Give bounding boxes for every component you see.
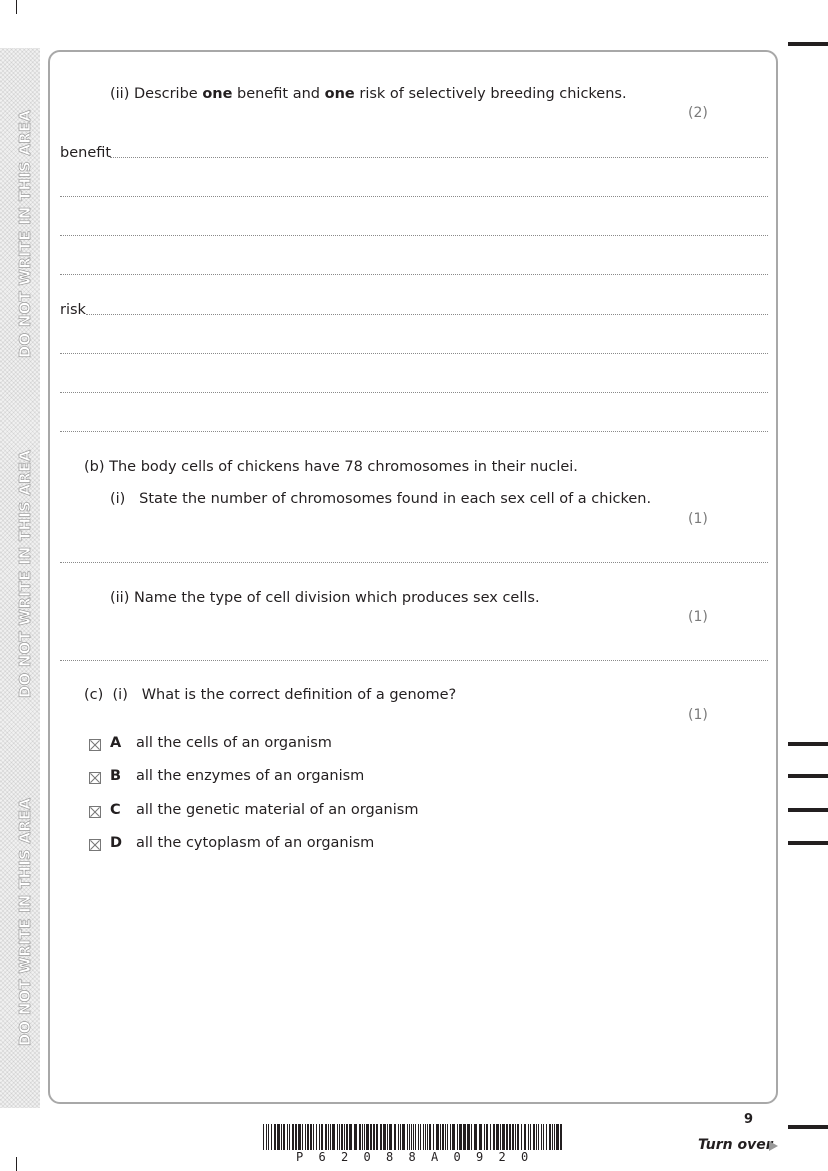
- question-b-stem: (b) The body cells of chickens have 78 chromosomes in their nuclei.: [84, 459, 578, 475]
- question-b-i: (i) State the number of chromosomes found in each sex cell of a chicken.: [110, 491, 652, 507]
- barcode-digit: 2: [341, 1150, 349, 1164]
- barcode-bar: [560, 1124, 562, 1150]
- barcode-bar: [277, 1124, 280, 1150]
- barcode-bar: [413, 1124, 414, 1150]
- barcode-bar: [445, 1124, 446, 1150]
- barcode-bar: [411, 1124, 412, 1150]
- barcode-bar: [506, 1124, 508, 1150]
- barcode-bar: [515, 1124, 516, 1150]
- barcode-bar: [549, 1124, 551, 1150]
- marks-b-ii: (1): [688, 609, 708, 625]
- barcode-bar: [339, 1124, 340, 1150]
- margin-mark: [788, 774, 828, 778]
- option-d-checkbox[interactable]: [89, 839, 101, 851]
- barcode-bar: [341, 1124, 343, 1150]
- barcode-bar: [362, 1124, 363, 1150]
- barcode-bar: [538, 1124, 539, 1150]
- barcode-bar: [266, 1124, 267, 1150]
- barcode-bar: [486, 1124, 488, 1150]
- answer-line-b-i[interactable]: [60, 562, 768, 563]
- barcode-bar: [479, 1124, 482, 1150]
- option-d-letter: D: [110, 835, 123, 851]
- barcode-bar: [471, 1124, 472, 1150]
- barcode-bar: [268, 1124, 269, 1150]
- option-d-text: all the cytoplasm of an organism: [136, 835, 375, 851]
- sidebar-warning-2: DO NOT WRITE IN THIS AREA: [16, 449, 34, 699]
- barcode-bar: [292, 1124, 294, 1150]
- barcode-bar: [328, 1124, 329, 1150]
- barcode-bar: [359, 1124, 361, 1150]
- option-a-text: all the cells of an organism: [136, 735, 332, 751]
- barcode-bar: [307, 1124, 309, 1150]
- crop-mark-bottom: [16, 1157, 17, 1171]
- barcode-bar: [556, 1124, 559, 1150]
- answer-line[interactable]: [60, 392, 768, 393]
- barcode-bar: [447, 1124, 448, 1150]
- barcode-bar: [490, 1124, 491, 1150]
- option-c-checkbox[interactable]: [89, 806, 101, 818]
- answer-line[interactable]: [60, 431, 768, 432]
- barcode-bar: [298, 1124, 301, 1150]
- option-b-text: all the enzymes of an organism: [136, 768, 365, 784]
- barcode-bar: [346, 1124, 348, 1150]
- barcode-bar: [383, 1124, 386, 1150]
- barcode-digit: 0: [363, 1150, 371, 1164]
- barcode-bar: [429, 1124, 431, 1150]
- barcode-bar: [493, 1124, 495, 1150]
- barcode-bar: [364, 1124, 365, 1150]
- marks-b-i: (1): [688, 511, 708, 527]
- barcode-bar: [543, 1124, 544, 1150]
- barcode-bar: [271, 1124, 272, 1150]
- barcode-bar: [533, 1124, 535, 1150]
- barcode-bar: [440, 1124, 441, 1150]
- benefit-label: benefit: [60, 145, 112, 161]
- barcode-bar: [467, 1124, 470, 1150]
- option-c-letter: C: [110, 802, 121, 818]
- barcode-bar: [500, 1124, 501, 1150]
- barcode-digit: 9: [476, 1150, 484, 1164]
- barcode-bar: [344, 1124, 345, 1150]
- barcode-bar: [281, 1124, 282, 1150]
- barcode-bar: [530, 1124, 531, 1150]
- barcode-bar: [407, 1124, 408, 1150]
- option-c-text: all the genetic material of an organism: [136, 802, 419, 818]
- barcode-digit: 6: [318, 1150, 326, 1164]
- barcode-bar: [305, 1124, 306, 1150]
- barcode-bar: [398, 1124, 399, 1150]
- barcode-bar: [418, 1124, 419, 1150]
- barcode: [263, 1124, 565, 1150]
- barcode-bar: [389, 1124, 392, 1150]
- sidebar-warning-1: DO NOT WRITE IN THIS AREA: [16, 109, 34, 359]
- barcode-bar: [517, 1124, 519, 1150]
- option-b-checkbox[interactable]: [89, 772, 101, 784]
- barcode-bar: [425, 1124, 426, 1150]
- barcode-bar: [380, 1124, 382, 1150]
- barcode-bar: [496, 1124, 499, 1150]
- barcode-digit: 0: [453, 1150, 461, 1164]
- barcode-bar: [463, 1124, 466, 1150]
- barcode-bar: [376, 1124, 378, 1150]
- barcode-bar: [400, 1124, 401, 1150]
- barcode-bar: [354, 1124, 357, 1150]
- barcode-bar: [289, 1124, 290, 1150]
- margin-mark: [788, 42, 828, 46]
- marks-a-ii: (2): [688, 105, 708, 121]
- barcode-bar: [484, 1124, 485, 1150]
- margin-mark: [788, 808, 828, 812]
- barcode-bar: [366, 1124, 369, 1150]
- barcode-bar: [274, 1124, 276, 1150]
- answer-line[interactable]: [60, 353, 768, 354]
- barcode-bar: [521, 1124, 522, 1150]
- barcode-bar: [541, 1124, 542, 1150]
- question-a-ii: (ii) Describe one benefit and one risk of selectively breeding chickens.: [110, 86, 627, 102]
- barcode-bar: [394, 1124, 396, 1150]
- barcode-bar: [319, 1124, 320, 1150]
- barcode-bar: [459, 1124, 462, 1150]
- question-c-i: (c) (i) What is the correct definition of a genome?: [84, 687, 457, 703]
- barcode-bar: [554, 1124, 555, 1150]
- barcode-bar: [337, 1124, 338, 1150]
- barcode-bar: [283, 1124, 285, 1150]
- barcode-bar: [370, 1124, 372, 1150]
- margin-mark: [788, 841, 828, 845]
- answer-line[interactable]: [60, 274, 768, 275]
- option-a-letter: A: [110, 735, 122, 751]
- barcode-bar: [512, 1124, 514, 1150]
- barcode-bar: [415, 1124, 416, 1150]
- barcode-bar: [325, 1124, 327, 1150]
- crop-mark-top: [16, 0, 17, 14]
- barcode-bar: [332, 1124, 335, 1150]
- answer-line[interactable]: [60, 196, 768, 197]
- barcode-bar: [321, 1124, 323, 1150]
- margin-mark: [788, 1125, 828, 1129]
- barcode-bar: [427, 1124, 428, 1150]
- barcode-bar: [423, 1124, 424, 1150]
- barcode-bar: [295, 1124, 297, 1150]
- marks-c-i: (1): [688, 707, 708, 723]
- barcode-bar: [310, 1124, 312, 1150]
- answer-frame: [48, 50, 778, 1104]
- barcode-bar: [330, 1124, 331, 1150]
- barcode-bar: [316, 1124, 317, 1150]
- barcode-bar: [546, 1124, 547, 1150]
- barcode-bar: [420, 1124, 421, 1150]
- barcode-bar: [536, 1124, 537, 1150]
- barcode-bar: [433, 1124, 434, 1150]
- barcode-bar: [287, 1124, 288, 1150]
- barcode-digit: 8: [408, 1150, 416, 1164]
- barcode-bar: [349, 1124, 352, 1150]
- barcode-bar: [524, 1124, 526, 1150]
- barcode-bar: [409, 1124, 410, 1150]
- barcode-bar: [552, 1124, 553, 1150]
- barcode-bar: [528, 1124, 529, 1150]
- barcode-bar: [402, 1124, 405, 1150]
- answer-line-risk[interactable]: [86, 314, 768, 315]
- barcode-bar: [452, 1124, 455, 1150]
- turn-over-arrow-icon: [769, 1141, 778, 1151]
- barcode-bar: [474, 1124, 477, 1150]
- option-a-checkbox[interactable]: [89, 739, 101, 751]
- barcode-bar: [502, 1124, 505, 1150]
- barcode-bar: [450, 1124, 451, 1150]
- barcode-bar: [436, 1124, 439, 1150]
- barcode-bar: [373, 1124, 375, 1150]
- page-number: 9: [744, 1112, 754, 1127]
- option-b-letter: B: [110, 768, 122, 784]
- barcode-bar: [442, 1124, 444, 1150]
- margin-mark: [788, 742, 828, 746]
- barcode-digit: A: [431, 1150, 439, 1164]
- question-b-ii: (ii) Name the type of cell division which produces sex cells.: [110, 590, 540, 606]
- barcode-bar: [457, 1124, 458, 1150]
- barcode-digit: 0: [521, 1150, 529, 1164]
- sidebar-warning-3: DO NOT WRITE IN THIS AREA: [16, 797, 34, 1047]
- barcode-bar: [387, 1124, 388, 1150]
- barcode-bar: [313, 1124, 314, 1150]
- answer-line[interactable]: [60, 235, 768, 236]
- answer-line-b-ii[interactable]: [60, 660, 768, 661]
- barcode-digit: P: [296, 1150, 304, 1164]
- answer-line-benefit[interactable]: [110, 157, 768, 158]
- barcode-bar: [509, 1124, 511, 1150]
- turn-over-label: Turn over: [698, 1137, 773, 1153]
- risk-label: risk: [60, 302, 86, 318]
- barcode-digit: 2: [498, 1150, 506, 1164]
- barcode-bar: [263, 1124, 264, 1150]
- barcode-digit: 8: [386, 1150, 394, 1164]
- barcode-bar: [302, 1124, 303, 1150]
